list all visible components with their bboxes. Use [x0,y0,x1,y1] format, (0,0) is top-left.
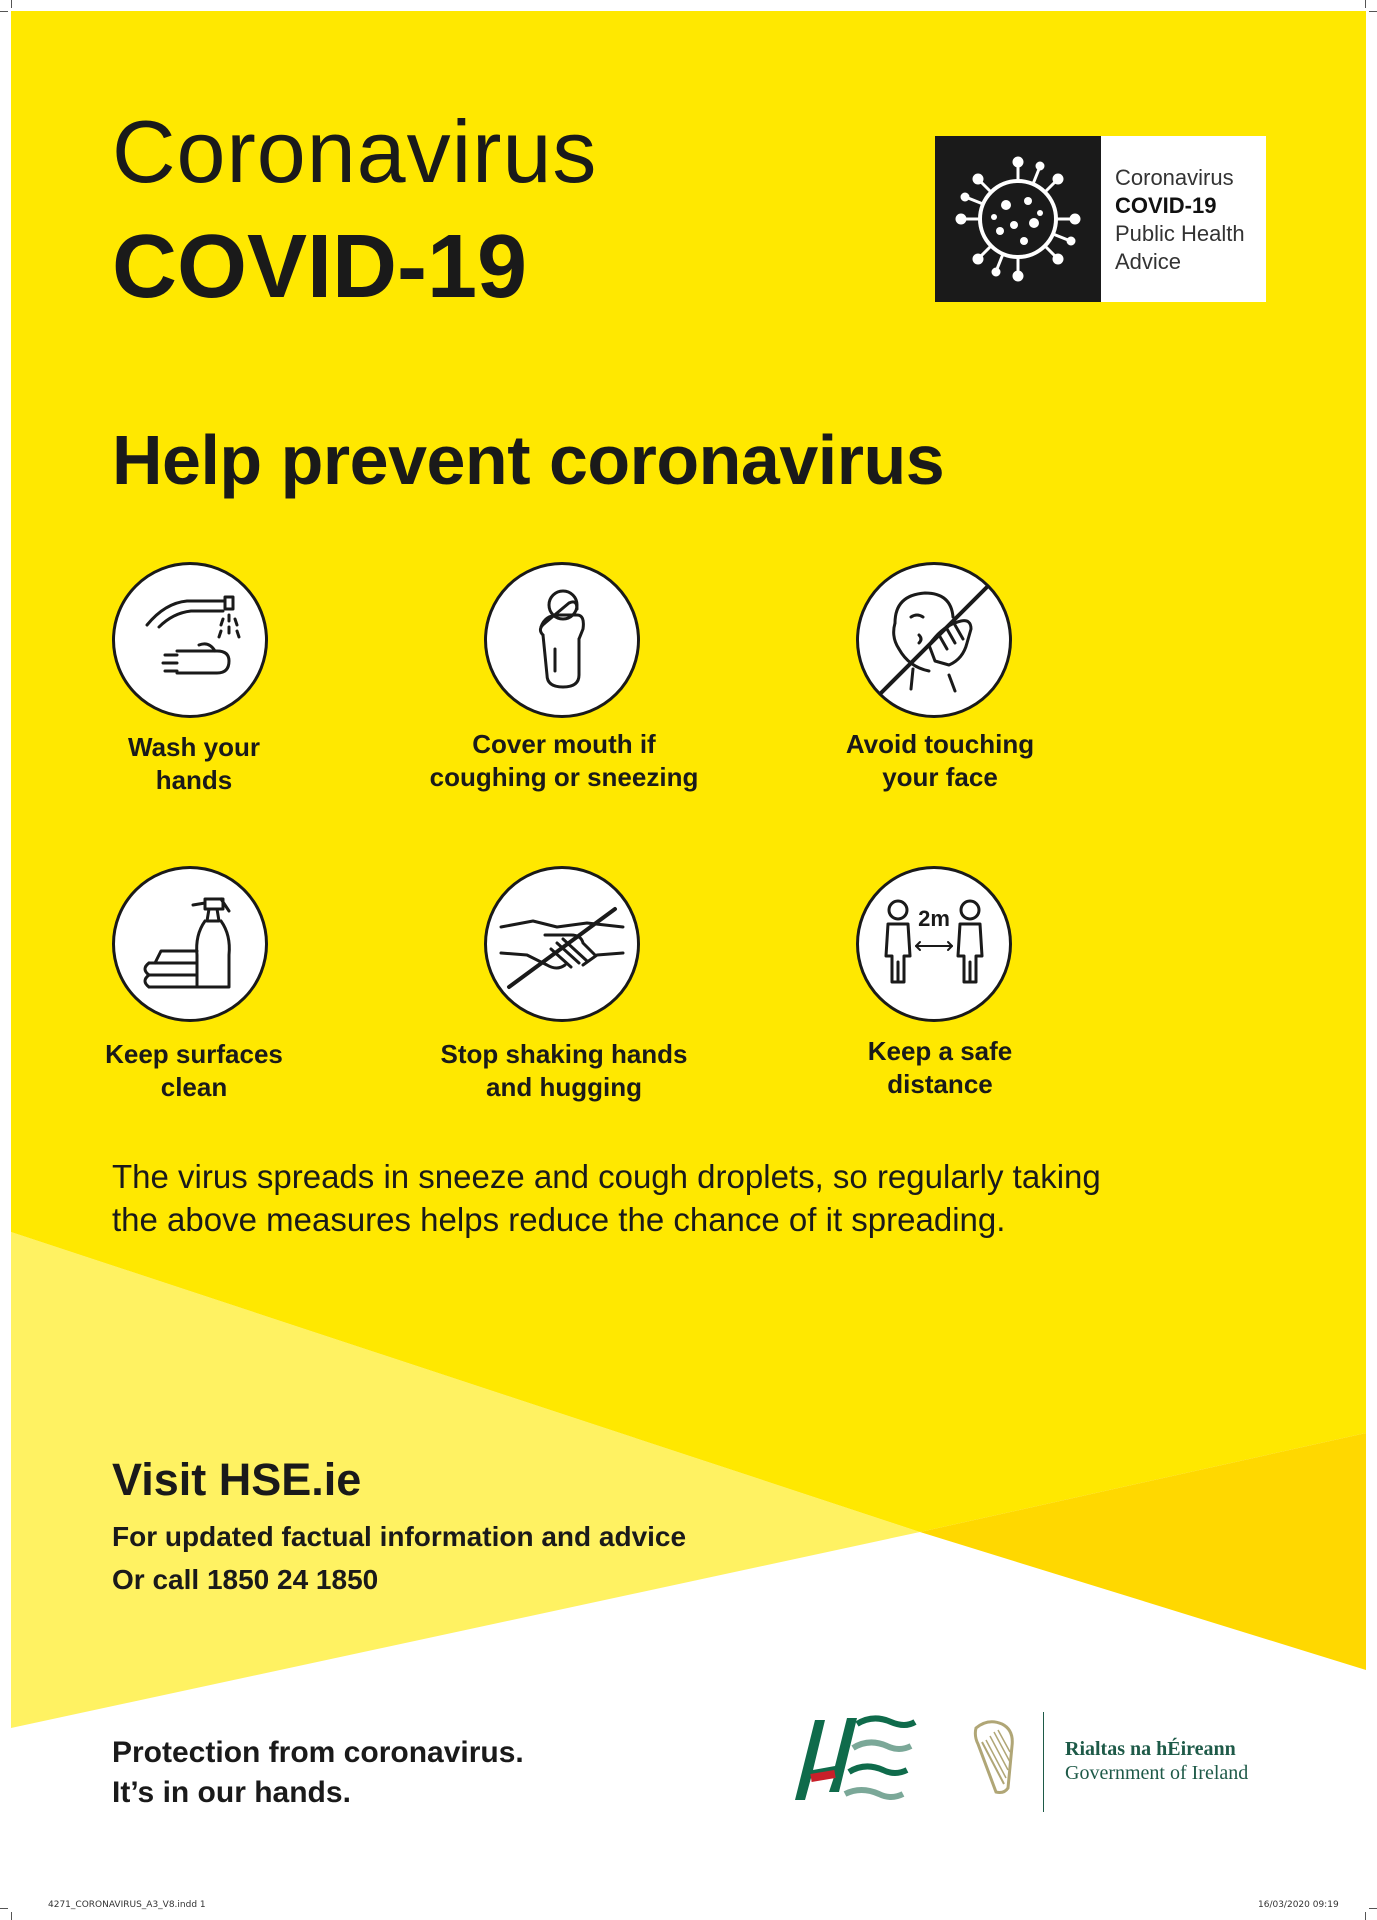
gov-name-irish: Rialtas na hÉireann [1065,1738,1236,1760]
contact-info-line: For updated factual information and advice [112,1521,687,1552]
tip-caption-avoid-touching-face [780,728,1100,794]
crop-mark [0,11,8,12]
body-text-line: the above measures helps reduce the chance of it spreading. [112,1201,1006,1238]
badge-line-1: Coronavirus [1115,165,1234,190]
crop-mark [1369,11,1377,12]
logo-divider [1043,1712,1044,1812]
distance-icon [856,866,1012,1022]
crop-mark [1365,0,1366,8]
no-handshake-icon [484,866,640,1022]
tip-caption-cover-mouth [404,728,724,794]
virus-icon [935,136,1101,302]
hse-logo [795,1710,920,1805]
tip-caption-line: and hugging [486,1072,642,1102]
body-text-line: The virus spreads in sneeze and cough droplets, so regularly taking [112,1158,1101,1195]
hand-washing-icon [112,562,268,718]
tagline [112,1733,524,1813]
crop-mark [1365,1912,1366,1920]
crop-mark [1369,1908,1377,1909]
headline: Help prevent coronavirus [112,421,945,499]
tip-caption-wash-hands [34,731,354,797]
contact-info [112,1515,686,1601]
tip-caption-line: Avoid touching [845,729,1035,759]
tip-caption-line: clean [160,1072,228,1102]
public-health-badge [935,136,1266,302]
print-slug-filename: 4271_CORONAVIRUS_A3_V8.indd 1 [48,1900,206,1910]
tip-caption-line: Cover mouth if [472,729,656,759]
badge-text [1101,136,1245,302]
body-text [112,1155,1212,1241]
title-line-1: Coronavirus [112,102,598,201]
badge-line-2: COVID-19 [1115,193,1217,218]
badge-line-3: Public Health [1115,221,1245,246]
tip-caption-line: hands [155,765,233,795]
tip-caption-line: your face [882,762,998,792]
tip-caption-line: Wash your [128,732,260,762]
tip-caption-stop-shaking-hands [404,1038,724,1104]
tip-caption-keep-surfaces-clean [34,1038,354,1104]
visit-hse-heading: Visit HSE.ie [112,1454,362,1505]
contact-phone-line: Or call 1850 24 1850 [112,1564,379,1595]
distance-icon-label: 2m [918,906,950,931]
crop-mark [0,1908,8,1909]
cough-into-elbow-icon [484,562,640,718]
print-slug-date: 16/03/2020 09:19 [1258,1900,1339,1910]
tip-caption-line: Stop shaking hands [440,1039,688,1069]
tip-caption-line: distance [887,1069,993,1099]
title-line-2: COVID-19 [112,217,528,317]
cleaning-spray-icon [112,866,268,1022]
harp-emblem-icon [968,1718,1018,1798]
badge-line-4: Advice [1115,249,1182,274]
tagline-line: It’s in our hands. [112,1776,351,1809]
crop-mark [11,1912,12,1920]
tip-caption-line: coughing or sneezing [429,762,699,792]
tip-caption-line: Keep a safe [867,1036,1013,1066]
tip-caption-line: Keep surfaces [105,1039,283,1069]
gov-name-english: Government of Ireland [1065,1762,1249,1784]
tagline-line: Protection from coronavirus. [112,1736,524,1769]
crop-mark [11,0,12,8]
no-face-touching-icon [856,562,1012,718]
tip-caption-keep-safe-distance [780,1035,1100,1101]
